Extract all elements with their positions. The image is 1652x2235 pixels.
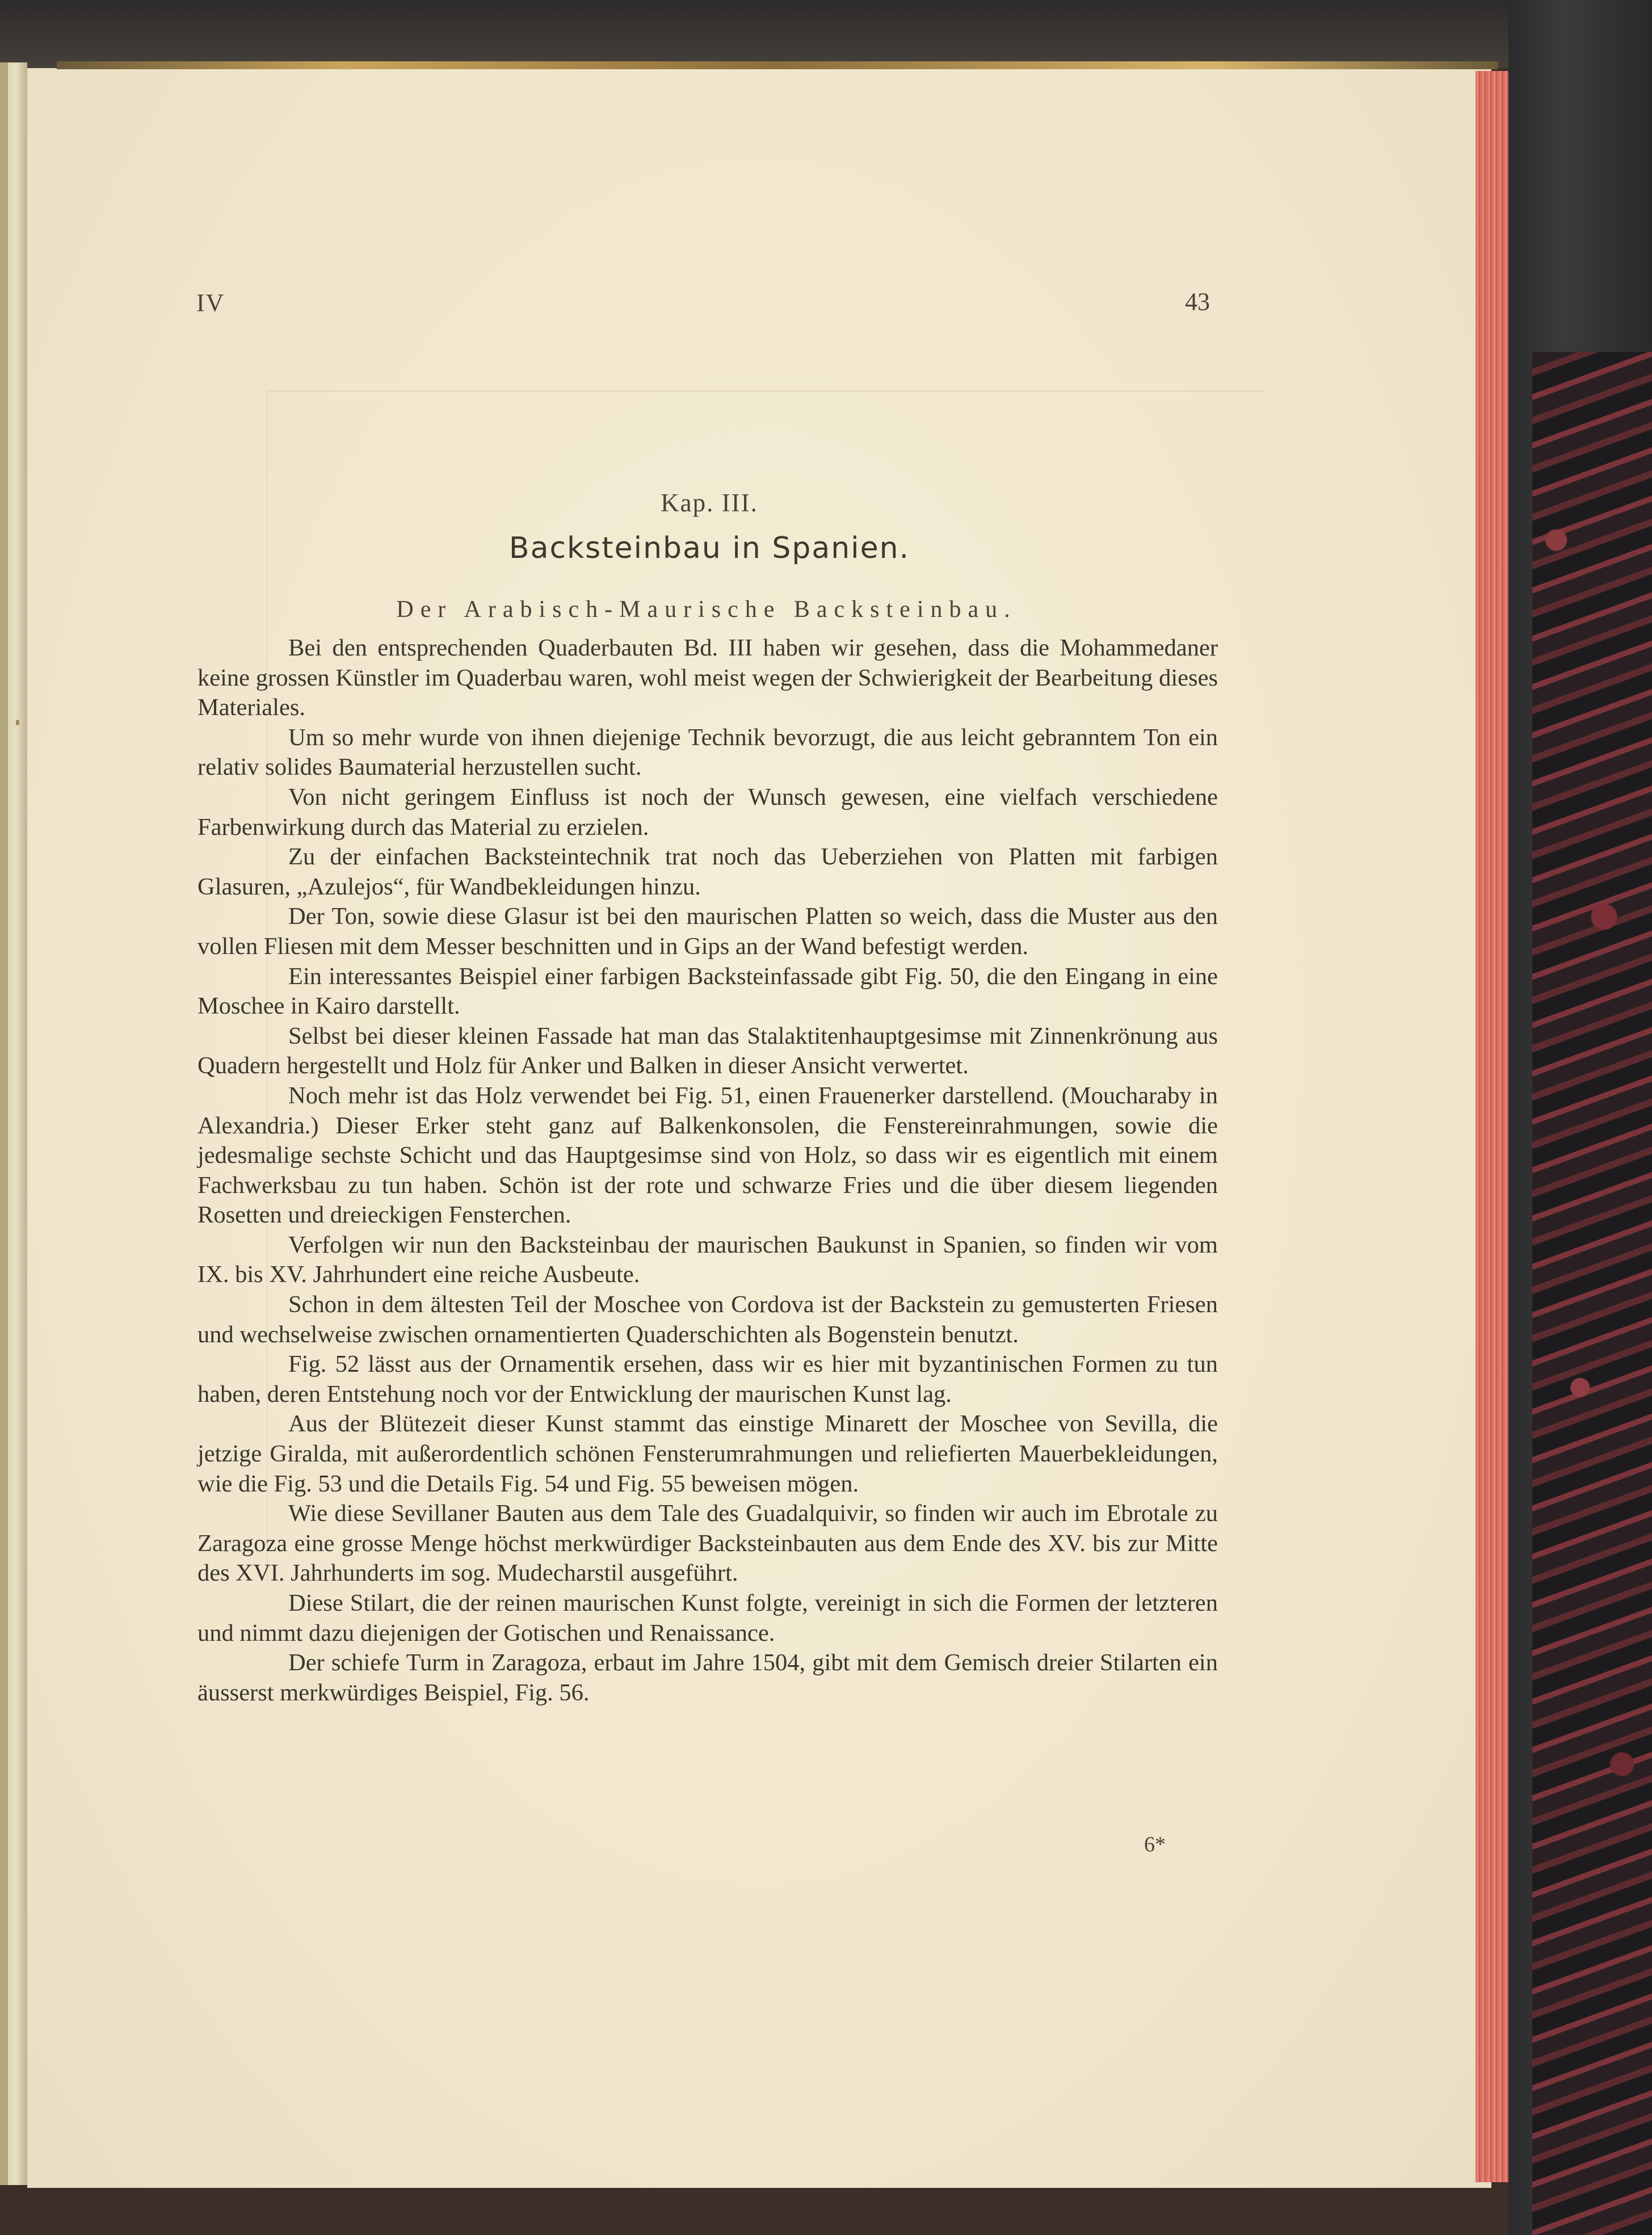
paragraph: Selbst bei dieser kleinen Fassade hat man das Stalaktitenhauptgesimse mit Zinnenkrönung aus Quadern hergestellt und Holz für Anker und Balken in dieser Ansicht verwertet.: [197, 1022, 1218, 1079]
marbled-board: [1532, 352, 1652, 2235]
paragraph: Ein interessantes Beispiel einer farbigen Backsteinfassade gibt Fig. 50, die den Eingang in eine Moschee in Kairo darstellt.: [197, 963, 1218, 1020]
paragraph: Fig. 52 lässt aus der Ornamentik ersehen, dass wir es hier mit byzantinischen Formen zu tun haben, deren Entstehung noch vor der Entwicklung der maurischen Kunst lag.: [197, 1351, 1218, 1408]
section-title: Der Arabisch-Maurische Backsteinbau.: [396, 596, 1017, 623]
chapter-title: Backsteinbau in Spanien.: [508, 531, 910, 565]
paragraph: Zu der einfachen Backsteintechnik trat noch das Ueberziehen von Platten mit farbigen Glasuren, „Azulejos“, für Wandbekleidungen hinzu.: [197, 843, 1218, 900]
paragraph: Bei den entsprechenden Quaderbauten Bd. III haben wir gesehen, dass die Mohammedaner keine grossen Künstler im Quaderbau waren, wohl meist wegen der Schwierigkeit der Bearbeitung dieses Materiales.: [197, 635, 1218, 721]
binding-top: [0, 0, 1652, 68]
paragraph: Diese Stilart, die der reinen maurischen Kunst folgte, vereinigt in sich die Formen der letzteren und nimmt dazu diejenigen der Gotischen und Renaissance.: [197, 1590, 1218, 1646]
paragraph: Wie diese Sevillaner Bauten aus dem Tale des Guadalquivir, so finden wir auch im Ebrotale zu Zaragoza eine grosse Menge höchst merkwürdiger Backsteinbauten aus dem Ende des XV. bis zur Mitte des XVI. Jahrhunderts im sog. Mudecharstil ausgeführt.: [197, 1500, 1218, 1587]
running-header-section: IV: [196, 289, 225, 317]
paragraph: Noch mehr ist das Holz verwendet bei Fig. 51, einen Frauenerker darstellend. (Moucharaby in Alexandria.) Dieser Erker steht ganz auf Balkenkonsolen, die Fenstereinrahmungen, sowie die jedesmalige sechste Schicht und das Hauptgesimse sind von Holz, so dass wir es eigentlich mit einem Fachwerksbau zu tun haben. Schön ist der rote und schwarze Fries und die über diesem liegenden Rosetten und dreieckigen Fensterchen.: [197, 1082, 1218, 1229]
chapter-number: Kap. III.: [661, 489, 758, 517]
paragraph: Der Ton, sowie diese Glasur ist bei den maurischen Platten so weich, dass die Muster aus den vollen Fliesen mit dem Messer beschnitten und in Gips an der Wand befestigt werden.: [197, 903, 1218, 960]
body-text: [197, 633, 1218, 1708]
red-page-edge: [1476, 71, 1508, 2182]
paragraph: Von nicht geringem Einfluss ist noch der Wunsch gewesen, eine vielfach verschiedene Farbenwirkung durch das Material zu erzielen.: [197, 783, 1218, 841]
page-number: 43: [1185, 288, 1210, 316]
plate-impression-top: [267, 390, 1266, 392]
paragraph: Um so mehr wurde von ihnen diejenige Technik bevorzugt, die aus leicht gebranntem Ton ein relativ solides Baumaterial herzustellen sucht.: [197, 724, 1218, 781]
paragraph: Aus der Blütezeit dieser Kunst stammt das einstige Minarett der Moschee von Sevilla, die jetzige Giralda, mit außerordentlich schönen Fensterumrahmungen und reliefierten Mauerbekleidungen, wie die Fig. 53 und die Details Fig. 54 und Fig. 55 beweisen mögen.: [197, 1410, 1218, 1497]
left-page-strip: [0, 62, 8, 2185]
paragraph: Der schiefe Turm in Zaragoza, erbaut im Jahre 1504, gibt mit dem Gemisch dreier Stilarten ein äusserst merkwürdiges Beispiel, Fig. 56.: [197, 1649, 1218, 1706]
paragraph: Schon in dem ältesten Teil der Moschee von Cordova ist der Backstein zu gemusterten Friesen und wechselweise zwischen ornamentierten Quaderschichten als Bogenstein benutzt.: [197, 1291, 1218, 1348]
gutter-mark: [16, 720, 19, 725]
paragraph: Verfolgen wir nun den Backsteinbau der maurischen Baukunst in Spanien, so finden wir vom IX. bis XV. Jahrhundert eine reiche Ausbeute.: [197, 1231, 1218, 1288]
headband: [57, 61, 1498, 69]
signature-mark: 6*: [1144, 1833, 1166, 1856]
